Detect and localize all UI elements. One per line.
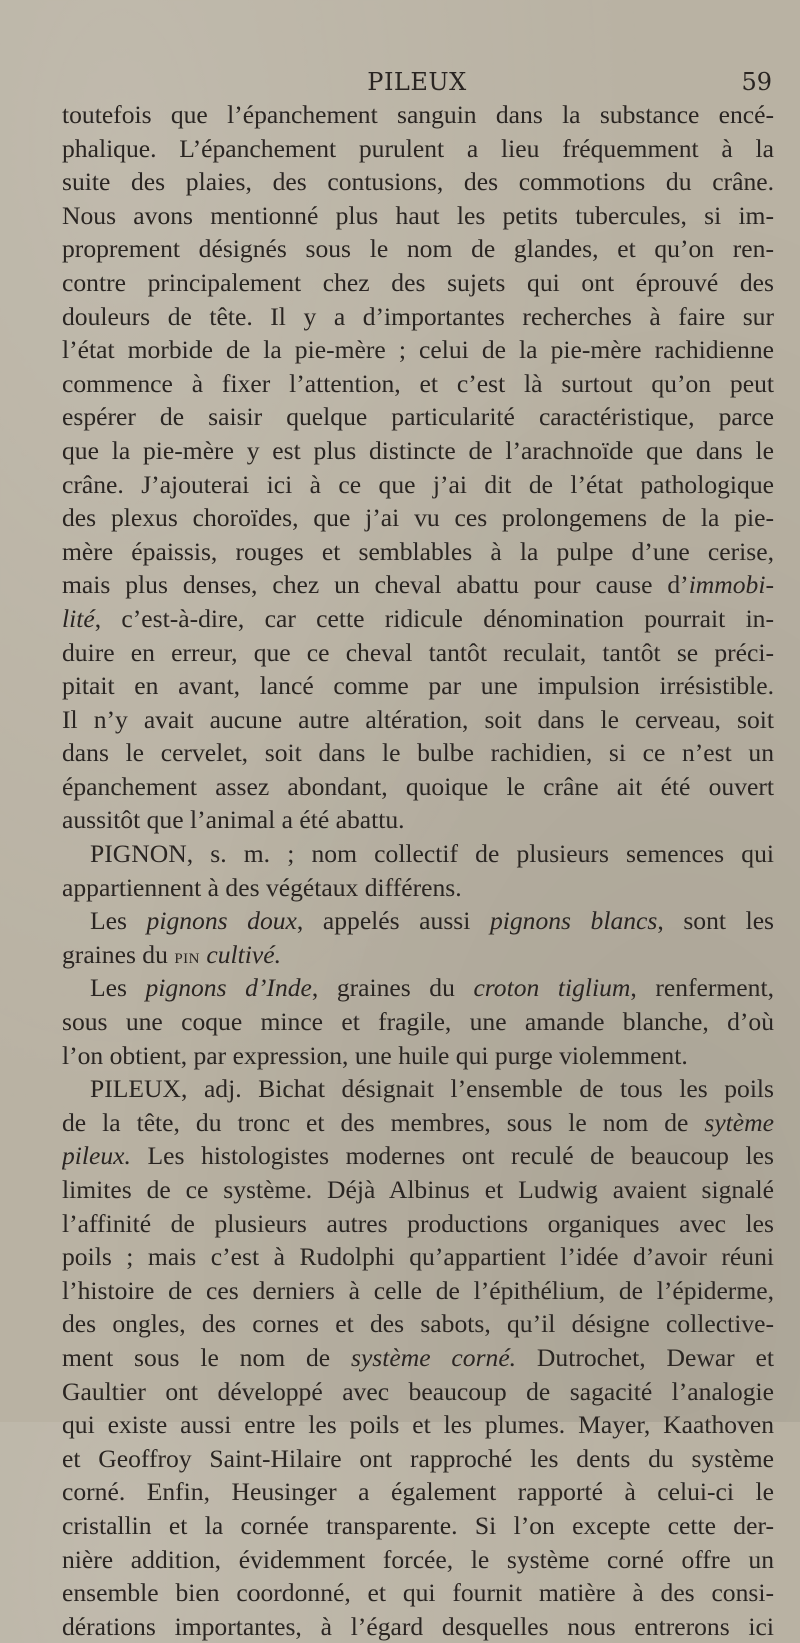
text-run: Dutrochet, Dewar et [516, 1342, 774, 1372]
text-run: aussitôt que l’animal a été abattu. [62, 805, 405, 835]
text-line [62, 1341, 774, 1375]
italic-text: pignons doux [146, 906, 297, 936]
text-line [62, 98, 774, 132]
text-line [62, 770, 774, 804]
text-line [62, 1207, 774, 1241]
text-run: Gaultier ont développé avec beaucoup de sagacité l’analogie [62, 1376, 774, 1406]
text-line [62, 1005, 774, 1039]
text-run: corné. Enfin, Heusinger a également rapporté à celui-ci le [62, 1477, 774, 1507]
text-line [62, 1442, 774, 1476]
text-line [62, 1576, 774, 1610]
text-line [62, 871, 774, 905]
text-run: appartiennent à des végétaux différens. [62, 872, 462, 902]
text-line [62, 501, 774, 535]
body-text [62, 98, 774, 1643]
text-run: l’histoire de ces derniers à celle de l’épithélium, de l’épiderme, [62, 1275, 774, 1305]
text-run: l’affinité de plusieurs autres productions organiques avec les [62, 1208, 774, 1238]
text-run: poils ; mais c’est à Rudolphi qu’appartient l’idée d’avoir réuni [62, 1242, 774, 1272]
text-line [62, 1173, 774, 1207]
text-run: l’on obtient, par expression, une huile qui purge violemment. [62, 1040, 688, 1070]
text-line [62, 1240, 774, 1274]
text-run: que la pie-mère y est plus distincte de l’arachnoïde que dans le [62, 435, 774, 465]
small-caps-text: pin [174, 943, 200, 968]
text-run: des ongles, des cornes et des sabots, qu’il désigne collective- [62, 1309, 774, 1339]
italic-text: immobi- [688, 570, 774, 600]
text-line [62, 1072, 774, 1106]
text-run: graines du [62, 939, 175, 969]
text-run: Nous avons mentionné plus haut les petits tubercules, si im- [62, 200, 774, 230]
text-run: sous une coque mince et fragile, une amande blanche, d’où [62, 1007, 774, 1037]
text-run: pitait en avant, lancé comme par une impulsion irrésistible. [62, 671, 774, 701]
text-run: mère épaissis, rouges et semblables à la pulpe d’une cerise, [62, 536, 774, 566]
text-run: PILEUX, adj. Bichat désignait l’ensemble de tous les poils [90, 1074, 774, 1104]
text-line [62, 232, 774, 266]
text-line [62, 602, 774, 636]
text-run: cristallin et la cornée transparente. Si l’on excepte cette der- [62, 1510, 774, 1540]
running-title: PILEUX [367, 68, 467, 96]
text-line [62, 300, 774, 334]
text-line [62, 1610, 774, 1643]
text-run: suite des plaies, des contusions, des commotions du crâne. [62, 167, 774, 197]
text-run: Il n’y avait aucune autre altération, soit dans le cerveau, soit [62, 704, 774, 734]
text-run: ment sous le nom de [62, 1342, 351, 1372]
text-line [62, 736, 774, 770]
text-line [62, 400, 774, 434]
text-line [62, 1106, 774, 1140]
text-line [62, 1139, 774, 1173]
text-line [62, 367, 774, 401]
text-line [62, 535, 774, 569]
italic-text: cultivé. [199, 939, 281, 969]
text-run: , graines du [311, 973, 474, 1003]
text-run: épanchement assez abondant, quoique le crâne ait été ouvert [62, 771, 774, 801]
text-line [62, 1475, 774, 1509]
text-line [62, 904, 774, 938]
text-line [62, 803, 774, 837]
italic-text: sytème [704, 1107, 774, 1137]
italic-text: pileux. [62, 1141, 131, 1171]
text-run: duire en erreur, que ce cheval tantôt reculait, tantôt se préci- [62, 637, 774, 667]
text-line [62, 636, 774, 670]
text-run: Les [90, 906, 147, 936]
text-run: Les [90, 973, 146, 1003]
text-run: dans le cervelet, soit dans le bulbe rachidien, si ce n’est un [62, 738, 774, 768]
text-run: douleurs de tête. Il y a d’importantes recherches à faire sur [62, 301, 774, 331]
text-run: des plexus choroïdes, que j’ai vu ces prolongemens de la pie- [62, 503, 774, 533]
text-line [62, 837, 774, 871]
text-run: et Geoffroy Saint-Hilaire ont rapproché les dents du système [62, 1443, 774, 1473]
text-run: crâne. J’ajouterai ici à ce que j’ai dit de l’état pathologique [62, 469, 774, 499]
text-run: , appelés aussi [296, 906, 490, 936]
text-line [62, 199, 774, 233]
text-run: espérer de saisir quelque particularité caractéristique, parce [62, 402, 774, 432]
text-run: toutefois que l’épanchement sanguin dans la substance encé- [62, 100, 774, 129]
text-run: contre principalement chez des sujets qui ont éprouvé des [62, 267, 774, 297]
text-line [62, 165, 774, 199]
text-run: limites de ce système. Déjà Albinus et Ludwig avaient signalé [62, 1175, 774, 1204]
text-line [62, 1375, 774, 1409]
text-line [62, 938, 774, 972]
text-line [62, 1509, 774, 1543]
text-run: , sont les [657, 906, 774, 936]
text-line [62, 568, 774, 602]
text-run: PIGNON, s. m. ; nom collectif de plusieurs semences qui [90, 839, 774, 869]
italic-text: système corné. [350, 1342, 517, 1372]
text-run: ensemble bien coordonné, et qui fournit matière à des consi- [62, 1578, 774, 1608]
text-line [62, 333, 774, 367]
text-line [62, 1307, 774, 1341]
text-run: , renferment, [630, 973, 774, 1003]
text-run: dérations importantes, à l’égard desquelles nous entrerons ici [62, 1611, 774, 1641]
text-run: commence à fixer l’attention, et c’est là surtout qu’on peut [62, 368, 774, 398]
text-line [62, 1039, 774, 1073]
text-run: l’état morbide de la pie-mère ; celui de la pie-mère rachidienne [62, 335, 774, 365]
text-line [62, 468, 774, 502]
text-run: , c’est-à-dire, car cette ridicule dénomination pourrait in- [94, 603, 774, 633]
text-run: mais plus denses, chez un cheval abattu pour cause d’ [62, 570, 689, 600]
page-number: 59 [741, 68, 772, 96]
text-run: de la tête, du tronc et des membres, sous le nom de [62, 1107, 705, 1137]
text-run: phalique. L’épanchement purulent a lieu fréquemment à la [62, 133, 774, 163]
text-line [62, 132, 774, 166]
text-line [62, 1274, 774, 1308]
text-run: nière addition, évidemment forcée, le système corné offre un [62, 1544, 774, 1574]
text-line [62, 669, 774, 703]
italic-text: pignons blancs [489, 906, 658, 936]
text-run: Les histologistes modernes ont reculé de beaucoup les [130, 1141, 774, 1171]
italic-text: pignons d’Inde [145, 973, 312, 1003]
text-line [62, 1408, 774, 1442]
text-line [62, 971, 774, 1005]
text-line [62, 434, 774, 468]
italic-text: lité [62, 603, 95, 633]
text-line [62, 266, 774, 300]
text-line [62, 1543, 774, 1577]
text-run: qui existe aussi entre les poils et les plumes. Mayer, Kaathoven [62, 1410, 774, 1440]
text-run: proprement désignés sous le nom de glandes, et qu’on ren- [62, 234, 774, 264]
text-line [62, 703, 774, 737]
italic-text: croton tiglium [473, 973, 631, 1003]
